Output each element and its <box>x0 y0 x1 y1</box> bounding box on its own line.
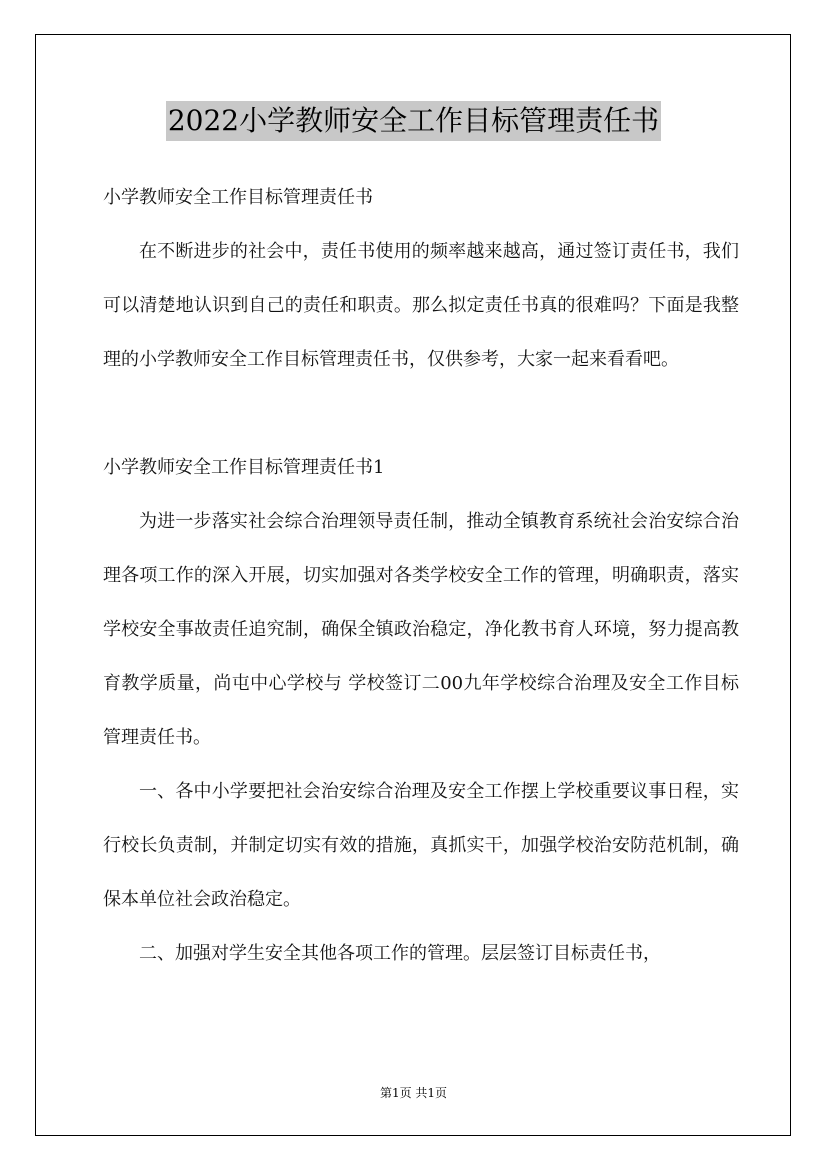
paragraph-gap <box>103 387 739 441</box>
document-title: 2022小学教师安全工作目标管理责任书 <box>166 101 661 141</box>
title-container <box>0 101 827 141</box>
document-body <box>103 171 739 981</box>
section-paragraph-3: 二、加强对学生安全其他各项工作的管理。层层签订目标责任书， <box>139 943 661 964</box>
section-paragraph-1: 为进一步落实社会综合治理领导责任制，推动全镇教育系统社会治安综合治理各项工作的深入开展，切实加强对各类学校安全工作的管理，明确职责，落实学校安全事故责任追究制，确保全镇政治稳定，净化教书育人环境，努力提高教育教学质量，尚屯中心学校与 学校签订二00九年学校综合治理及安全工作目标管理责任书。 <box>103 511 739 748</box>
section-heading: 小学教师安全工作目标管理责任书1 <box>103 457 385 478</box>
subheading: 小学教师安全工作目标管理责任书 <box>103 187 373 208</box>
section-paragraph-2: 一、各中小学要把社会治安综合治理及安全工作摆上学校重要议事日程，实行校长负责制，并制定切实有效的措施，真抓实干，加强学校治安防范机制，确保本单位社会政治稳定。 <box>103 781 739 910</box>
page-footer: 第1页 共1页 <box>379 1086 448 1100</box>
intro-paragraph: 在不断进步的社会中，责任书使用的频率越来越高，通过签订责任书，我们可以清楚地认识到自己的责任和职责。那么拟定责任书真的很难吗？下面是我整理的小学教师安全工作目标管理责任书，仅供参考，大家一起来看看吧。 <box>103 241 739 370</box>
